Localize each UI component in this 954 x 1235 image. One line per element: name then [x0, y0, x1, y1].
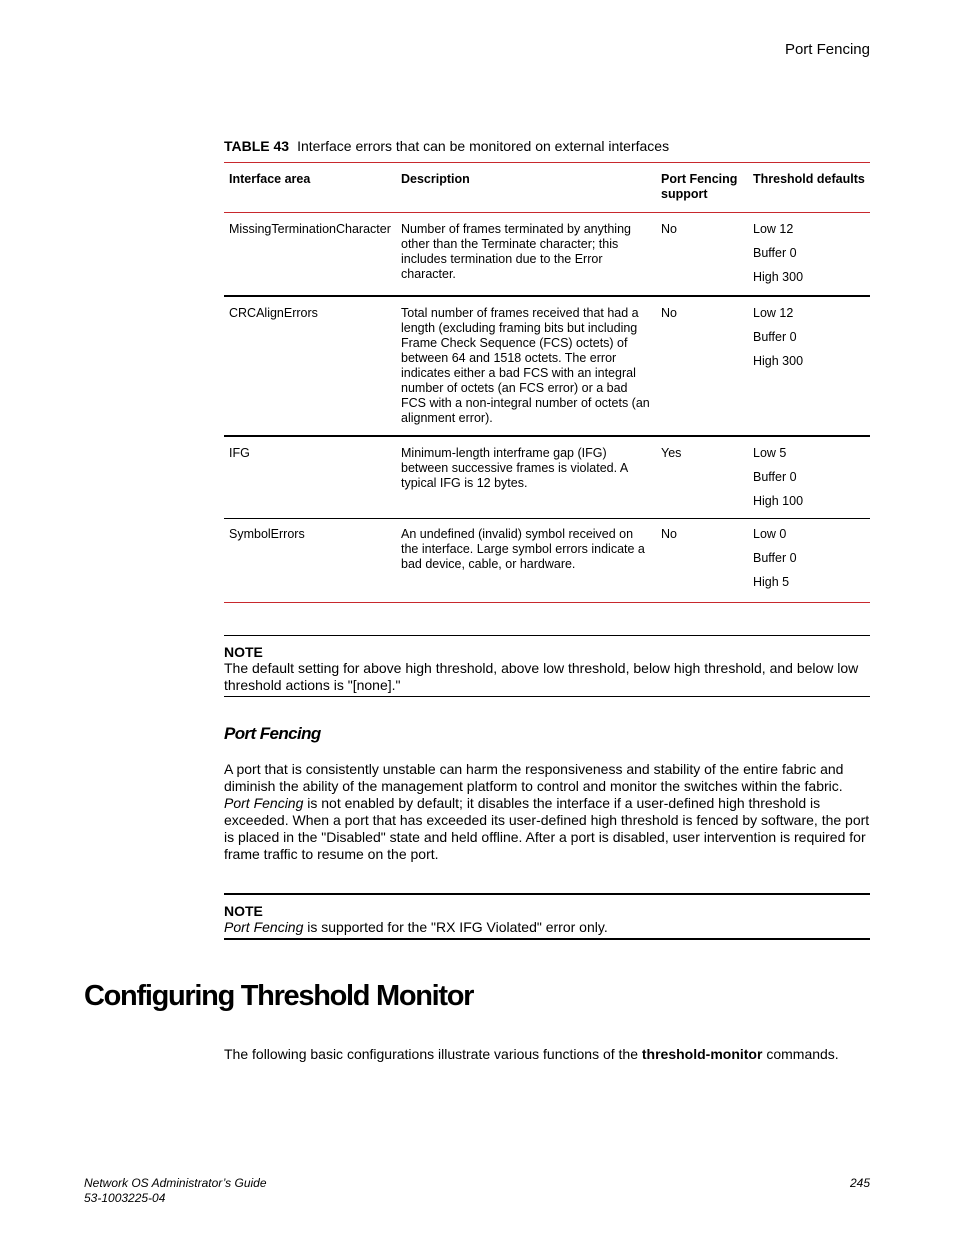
table-number: TABLE 43 — [224, 138, 290, 154]
threshold-buffer: Buffer 0 — [753, 470, 797, 484]
row-interface-area: IFG — [229, 446, 250, 460]
row-threshold-defaults — [753, 446, 870, 518]
paragraph-text-start: A port that is consistently unstable can harm the responsiveness and stability of the entire fabric and diminish the ability of the management platform to control and monitor the switches within the fabric. — [224, 761, 844, 794]
note-label: NOTE — [224, 644, 263, 660]
table-header-row — [224, 163, 870, 212]
threshold-high: High 5 — [753, 575, 790, 589]
table-row — [224, 213, 870, 295]
column-header-description: Description — [401, 172, 470, 186]
row-port-fencing-support: Yes — [661, 446, 682, 460]
interface-errors-table — [224, 162, 870, 603]
row-port-fencing-support: No — [661, 306, 677, 320]
table-title: Interface errors that can be monitored on external interfaces — [297, 138, 670, 154]
footer-page-number: 245 — [849, 1176, 870, 1190]
threshold-high: High 300 — [753, 270, 804, 284]
note-text: The default setting for above high threshold, above low threshold, below high threshold, and below low threshold actions is "[none]." — [224, 660, 859, 693]
row-threshold-defaults — [753, 306, 870, 378]
column-header-port-fencing-support: Port Fencing support — [661, 172, 738, 201]
row-description: An undefined (invalid) symbol received on the interface. Large symbol errors indicate a bad device, cable, or hardware. — [401, 527, 645, 571]
threshold-low: Low 5 — [753, 446, 787, 460]
footer-document-info — [84, 1176, 267, 1206]
row-threshold-defaults — [753, 527, 870, 599]
row-description: Minimum-length interframe gap (IFG) between successive frames is violated. A typical IFG is 12 bytes. — [401, 446, 628, 490]
section-heading: Port Fencing — [224, 724, 321, 743]
row-description: Total number of frames received that had a length (excluding framing bits but including Frame Check Sequence (FCS) octets) of between 64 and 1518 octets. The error indicates either a bad FCS with an integral number of octets (an FCS error) or a bad FCS with a non-integral number of octets (an alignment error). — [401, 306, 650, 425]
row-description: Number of frames terminated by anything other than the Terminate character; this includes termination due to the Error character. — [401, 222, 631, 281]
note-top-rule — [224, 635, 870, 636]
threshold-buffer: Buffer 0 — [753, 246, 797, 260]
row-interface-area: MissingTerminationCharacter — [229, 222, 391, 236]
row-interface-area: SymbolErrors — [229, 527, 305, 541]
note-port-fencing — [224, 893, 870, 940]
footer-doc-title: Network OS Administrator’s Guide — [84, 1176, 267, 1190]
footer-doc-number: 53-1003225-04 — [84, 1191, 166, 1205]
paragraph-text-end: is not enabled by default; it disables the interface if a user-defined high threshold is exceeded. When a port that has exceeded its user-defined high threshold is fenced by software, the port is placed in the "Disabled" state and held offline. After a port is disabled, user intervention is required for frame traffic to resume on the port. — [224, 795, 870, 862]
note-default-setting — [224, 635, 870, 697]
intro-command: threshold-monitor — [641, 1046, 763, 1062]
table-row — [224, 297, 870, 435]
row-interface-area: CRCAlignErrors — [229, 306, 318, 320]
threshold-low: Low 0 — [753, 527, 787, 541]
table-row — [224, 437, 870, 518]
row-threshold-defaults — [753, 222, 870, 294]
chapter-heading: Configuring Threshold Monitor — [84, 980, 474, 1012]
table-caption — [224, 138, 669, 154]
paragraph-term: Port Fencing — [224, 795, 304, 811]
intro-text-end: commands. — [762, 1046, 839, 1062]
column-header-interface-area: Interface area — [229, 172, 311, 186]
threshold-low: Low 12 — [753, 222, 794, 236]
note-top-rule — [224, 893, 870, 895]
note-bottom-rule — [224, 696, 870, 697]
threshold-high: High 100 — [753, 494, 804, 508]
note-body: is supported for the "RX IFG Violated" error only. — [303, 919, 608, 935]
section-paragraph — [224, 761, 870, 863]
row-port-fencing-support: No — [661, 527, 677, 541]
note-text — [224, 919, 870, 938]
table-row — [224, 519, 870, 602]
row-port-fencing-support: No — [661, 222, 677, 236]
note-label: NOTE — [224, 903, 263, 919]
note-term: Port Fencing — [224, 919, 304, 935]
threshold-low: Low 12 — [753, 306, 794, 320]
column-header-threshold-defaults: Threshold defaults — [753, 172, 865, 186]
running-header-title: Port Fencing — [784, 41, 870, 58]
threshold-high: High 300 — [753, 354, 804, 368]
chapter-intro — [224, 1046, 839, 1063]
threshold-buffer: Buffer 0 — [753, 330, 797, 344]
table-bottom-rule — [224, 602, 870, 603]
note-bottom-rule — [224, 938, 870, 940]
intro-text-start: The following basic configurations illustrate various functions of the — [224, 1046, 642, 1062]
threshold-buffer: Buffer 0 — [753, 551, 797, 565]
